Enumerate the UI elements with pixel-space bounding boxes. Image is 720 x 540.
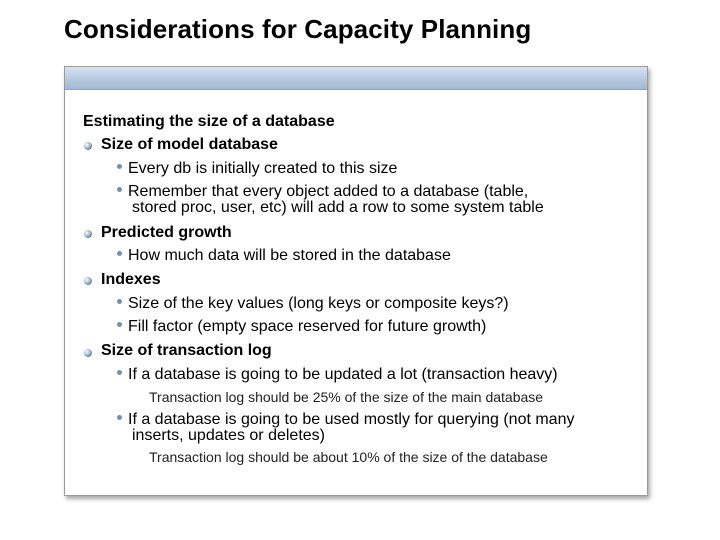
list-item	[117, 160, 397, 178]
list-item-continuation: stored proc, user, etc) will add a row to some system table	[132, 199, 544, 216]
panel-header-bar	[65, 67, 647, 90]
dot-bullet-icon	[117, 187, 122, 192]
dot-bullet-icon	[117, 415, 122, 420]
list-item-text: Remember that every object added to a database (table,	[128, 183, 529, 200]
list-note: Transaction log should be about 10% of the size of the database	[149, 449, 548, 465]
sphere-bullet-icon	[84, 349, 92, 357]
list-item-text: Size of the key values (long keys or composite keys?)	[128, 295, 509, 312]
section-label-indexes: Indexes	[101, 271, 161, 288]
list-item-text: How much data will be stored in the database	[128, 247, 451, 264]
list-item-text: Fill factor (empty space reserved for future growth)	[128, 318, 487, 335]
section-label-transaction-log: Size of transaction log	[101, 342, 272, 359]
sphere-bullet-icon	[84, 230, 92, 238]
list-note: Transaction log should be 25% of the size of the main database	[149, 389, 544, 405]
list-item-text: Every db is initially created to this size	[128, 160, 398, 177]
dot-bullet-icon	[117, 251, 122, 256]
section-label-growth: Predicted growth	[101, 224, 232, 241]
list-item	[117, 295, 509, 313]
dot-bullet-icon	[117, 299, 122, 304]
list-item-continuation: inserts, updates or deletes)	[132, 427, 325, 444]
slide-title: Considerations for Capacity Planning	[64, 14, 532, 44]
sphere-bullet-icon	[84, 277, 92, 285]
dot-bullet-icon	[117, 370, 122, 375]
sphere-bullet-icon	[84, 142, 92, 150]
list-item	[117, 366, 558, 384]
list-item	[117, 247, 451, 265]
section-label-model-db: Size of model database	[101, 136, 278, 153]
list-item	[117, 318, 486, 336]
dot-bullet-icon	[117, 164, 122, 169]
list-item-text: If a database is going to be used mostly for querying (not many	[128, 411, 575, 428]
dot-bullet-icon	[117, 322, 122, 327]
list-item-text: If a database is going to be updated a lot (transaction heavy)	[128, 366, 558, 383]
content-heading: Estimating the size of a database	[83, 113, 335, 130]
